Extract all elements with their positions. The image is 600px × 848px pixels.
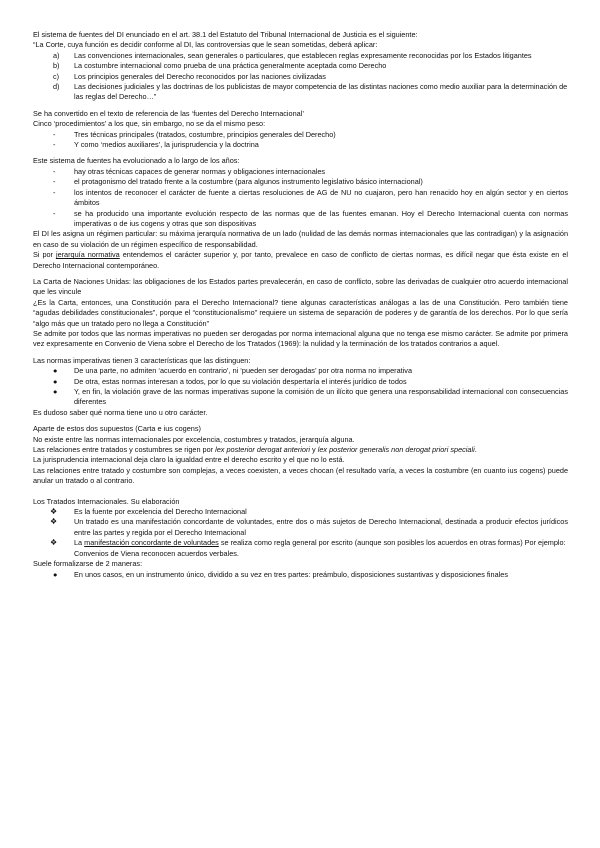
paragraph: Se ha convertido en el texto de referencia de las ‘fuentes del Derecho Internacional’ <box>33 108 304 118</box>
dash-bullet-icon: - <box>53 187 56 197</box>
bullet-dot-icon: ● <box>53 569 58 579</box>
list-item-text: Tres técnicas principales (tratados, costumbre, principios generales del Derecho) <box>74 129 336 139</box>
diamond-bullet-icon: ❖ <box>50 538 58 548</box>
list-item-text: hay otras técnicas capaces de generar normas y obligaciones internacionales <box>74 166 326 176</box>
paragraph: “La Corte, cuya función es decidir conforme al DI, las controversias que le sean sometidas, deberá aplicar: <box>33 40 378 50</box>
list-item <box>33 377 568 387</box>
list-item <box>33 507 568 517</box>
dash-bullet-icon: - <box>53 208 56 218</box>
dash-bullet-icon: - <box>53 140 56 150</box>
list-item-text: Las convenciones internacionales, sean generales o particulares, que establecen reglas expresamente reconocidas por los Estados litigantes <box>74 50 532 60</box>
list-item <box>33 538 568 559</box>
list-item-text: Y, en fin, la violación grave de las normas imperativas supone la comisión de un ilícito que genera una responsabilidad internacional con consecuencias diferentes <box>74 387 568 407</box>
list-item-text: En unos casos, en un instrumento único, dividido a su vez en tres partes: preámbulo, disposiciones sustantivas y disposiciones finales <box>74 569 508 579</box>
text-run: entendemos el carácter superior y, por tanto, prevalece en caso de conflicto de ciertas normas, es difícil negar que ésta existe en el Derecho Internacional contemporáneo. <box>33 250 569 270</box>
list-item <box>33 130 568 140</box>
list-item <box>33 209 568 230</box>
bullet-dot-icon: ● <box>53 376 58 386</box>
paragraph: La jurisprudencia internacional deja claro la igualdad entre el derecho escrito y el que no lo está. <box>33 455 345 465</box>
text-run: La <box>74 538 85 548</box>
list-item <box>33 177 568 187</box>
text-run: se realiza como regla general por escrito (aunque son posibles los acuerdos en otras formas) Por ejemplo: Convenios de Viena reconocen acuerdos verbales. <box>74 538 566 558</box>
list-item <box>33 517 568 538</box>
dash-bullet-icon: - <box>53 129 56 139</box>
paragraph: Suele formalizarse de 2 maneras: <box>33 559 143 569</box>
list-item <box>33 82 568 103</box>
list-item <box>33 387 568 408</box>
italic-term: lex posterior derogat anteriori <box>215 445 311 455</box>
paragraph: La Carta de Naciones Unidas: las obligaciones de los Estados partes prevalecerán, en caso de conflicto, sobre las derivadas de cualquier otro acuerdo internacional que les vincule <box>33 276 568 297</box>
list-item-text: Un tratado es una manifestación concordante de voluntades, entre dos o más sujetos de Derecho Internacional, destinada a producir efectos jurídicos entre las partes y regida por el Derecho Internacional <box>74 517 568 537</box>
paragraph: Las relaciones entre tratado y costumbre son complejas, a veces coexisten, a veces chocan (el resultado varía, a veces la costumbre (en cuanto ius cogens) puede anular un tratado o al contrario. <box>33 465 568 486</box>
text-run: . <box>474 445 477 455</box>
list-marker: d) <box>53 82 60 92</box>
list-marker: a) <box>53 50 60 60</box>
list-item-text: Es la fuente por excelencia del Derecho Internacional <box>74 507 247 517</box>
list-item-text: De una parte, no admiten ‘acuerdo en contrario’, ni ‘pueden ser derogadas’ por otra norma no imperativa <box>74 366 413 376</box>
list-item-text: La costumbre internacional como prueba de una práctica generalmente aceptada como Derecho <box>74 61 387 71</box>
paragraph: Las normas imperativas tienen 3 características que las distinguen: <box>33 355 251 365</box>
paragraph: Aparte de estos dos supuestos (Carta e ius cogens) <box>33 424 201 434</box>
bullet-dot-icon: ● <box>53 366 58 376</box>
section-title: Los Tratados Internacionales. Su elaboración <box>33 496 180 506</box>
paragraph <box>33 445 568 455</box>
text-run: Si por <box>33 250 56 260</box>
paragraph: El sistema de fuentes del DI enunciado en el art. 38.1 del Estatuto del Tribunal Internacional de Justicia es el siguiente: <box>33 30 418 39</box>
list-item-text: se ha producido una importante evolución respecto de las normas que de las fuentes emanan. Hoy el Derecho Internacional cuenta con normas imperativas o de ius cogens y otras que son dispositivas <box>74 208 568 228</box>
list-item <box>33 51 568 61</box>
list-item-text: Los principios generales del Derecho reconocidos por las naciones civilizadas <box>74 71 326 81</box>
text-run: y <box>310 445 318 455</box>
paragraph: Se admite por todos que las normas imperativas no pueden ser derogadas por norma internacional alguna que no tenga ese mismo carácter. Se admite por primera vez expresamente en Convenio de Viena sobre el Derecho de los Tratados (1969): la nulidad y la terminación de los tratados contrarios a aquel. <box>33 328 568 349</box>
underlined-term: manifestación concordante de voluntades <box>84 538 219 548</box>
list-item <box>33 188 568 209</box>
list-item-text: los intentos de reconocer el carácter de fuente a ciertas resoluciones de AG de NU no cuajaron, pero han renacido hoy en algún sector y en ciertos ámbitos <box>74 187 568 208</box>
list-item <box>33 366 568 376</box>
list-item <box>33 61 568 71</box>
document-body <box>33 30 568 580</box>
list-item-text: Y como ‘medios auxiliares’, la jurisprudencia y la doctrina <box>74 140 259 150</box>
list-item <box>33 140 568 150</box>
list-item-text: Las decisiones judiciales y las doctrinas de los publicistas de mayor competencia de las distintas naciones como medio auxiliar para la determinación de las reglas del Derecho…” <box>74 82 568 102</box>
paragraph: ¿Es la Carta, entonces, una Constitución para el Derecho Internacional? tiene algunas características análogas a las de una Constitución. Pero también tiene “agudas debilidades constitucionales”, porque el “constitucionalismo” requiere un sistema de separación de poderes y de garantía de los derechos. Por lo que sería “algo más que un tratado pero no llega a Constitución” <box>33 297 568 328</box>
paragraph: No existe entre las normas internacionales por excelencia, costumbres y tratados, jerarquía alguna. <box>33 434 355 444</box>
list-item-text: el protagonismo del tratado frente a la costumbre (para algunos instrumento legislativo básico internacional) <box>74 177 423 187</box>
diamond-bullet-icon: ❖ <box>50 507 58 517</box>
paragraph: Es dudoso saber qué norma tiene uno u otro carácter. <box>33 407 208 417</box>
list-item-text: De otra, estas normas interesan a todos, por lo que su violación despertaría el interés jurídico de todos <box>74 376 407 386</box>
list-item <box>33 167 568 177</box>
dash-bullet-icon: - <box>53 177 56 187</box>
diamond-bullet-icon: ❖ <box>50 517 58 527</box>
dash-bullet-icon: - <box>53 166 56 176</box>
paragraph: Este sistema de fuentes ha evolucionado a lo largo de los años: <box>33 156 240 166</box>
paragraph: El DI les asigna un régimen particular: su máxima jerarquía normativa de un lado (nulidad de las demás normas internacionales que las contradigan) y la asignación en caso de su violación de un régimen específico de responsabilidad. <box>33 229 568 249</box>
bullet-dot-icon: ● <box>53 387 58 396</box>
list-marker: b) <box>53 61 60 71</box>
list-marker: c) <box>53 71 60 81</box>
paragraph <box>33 250 568 271</box>
italic-term: lex posterior generalis non derogat priori speciali <box>317 445 475 455</box>
list-item <box>33 72 568 82</box>
underlined-term: jerarquía normativa <box>55 250 120 260</box>
text-run: Las relaciones entre tratados y costumbres se rigen por <box>33 445 216 455</box>
paragraph: Cinco ‘procedimientos’ a los que, sin embargo, no se da el mismo peso: <box>33 119 266 129</box>
list-item <box>33 570 568 580</box>
